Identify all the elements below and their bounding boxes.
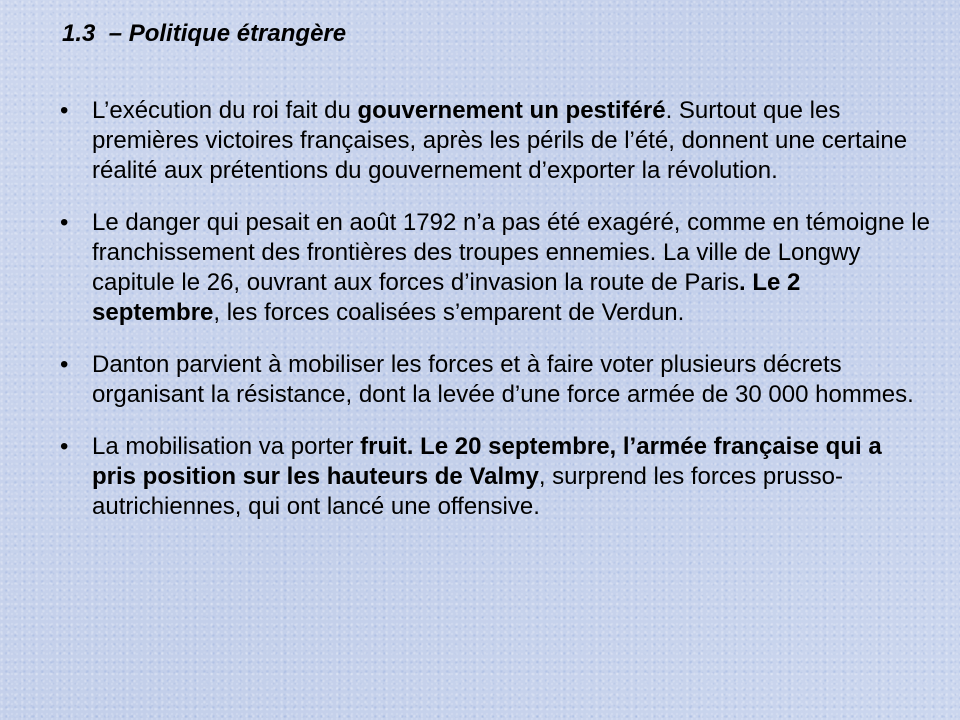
bullet-mark: • bbox=[60, 433, 69, 460]
bullet-item bbox=[60, 350, 930, 410]
text-segment: Danton parvient à mobiliser les forces et à faire voter plusieurs décrets organisant la résistance, dont la levée d’une force armée de 30 000 hommes. bbox=[92, 351, 914, 408]
text-segment: Le danger qui pesait en août 1792 n’a pas été exagéré, comme en témoigne le franchissement des frontières des troupes ennemies. La ville de Longwy capitule le 26, ouvrant aux forces d’invasion la route de Paris bbox=[92, 209, 930, 296]
text-segment: La mobilisation va porter bbox=[92, 433, 361, 460]
bullet-mark: • bbox=[60, 209, 69, 236]
text-segment: , les forces coalisées s’emparent de Verdun. bbox=[213, 299, 685, 326]
bold-text: fruit. Le 20 septembre, l’armée française qui a pris position sur les hauteurs de Valmy bbox=[92, 433, 882, 490]
bullet-list bbox=[60, 96, 930, 544]
text-segment: , surprend les forces prusso-autrichiennes, qui ont lancé une offensive. bbox=[92, 463, 843, 520]
slide-title: 1.3 – Politique étrangère bbox=[62, 20, 347, 47]
bold-text: . Le 2 septembre bbox=[92, 269, 801, 326]
bullet-text bbox=[92, 351, 914, 408]
bullet-item bbox=[60, 432, 930, 522]
bullet-text bbox=[92, 209, 930, 326]
text-segment: L’exécution du roi fait du bbox=[92, 97, 358, 124]
bullet-text bbox=[92, 97, 907, 184]
text-segment: . Surtout que les premières victoires françaises, après les périls de l’été, donnent une certaine réalité aux prétentions du gouvernement d’exporter la révolution. bbox=[92, 97, 908, 184]
bullet-mark: • bbox=[60, 351, 69, 378]
bold-text: gouvernement un pestiféré bbox=[357, 97, 666, 124]
bullet-mark: • bbox=[60, 97, 69, 124]
bullet-item bbox=[60, 208, 930, 328]
bullet-text bbox=[92, 433, 882, 520]
bullet-item bbox=[60, 96, 930, 186]
